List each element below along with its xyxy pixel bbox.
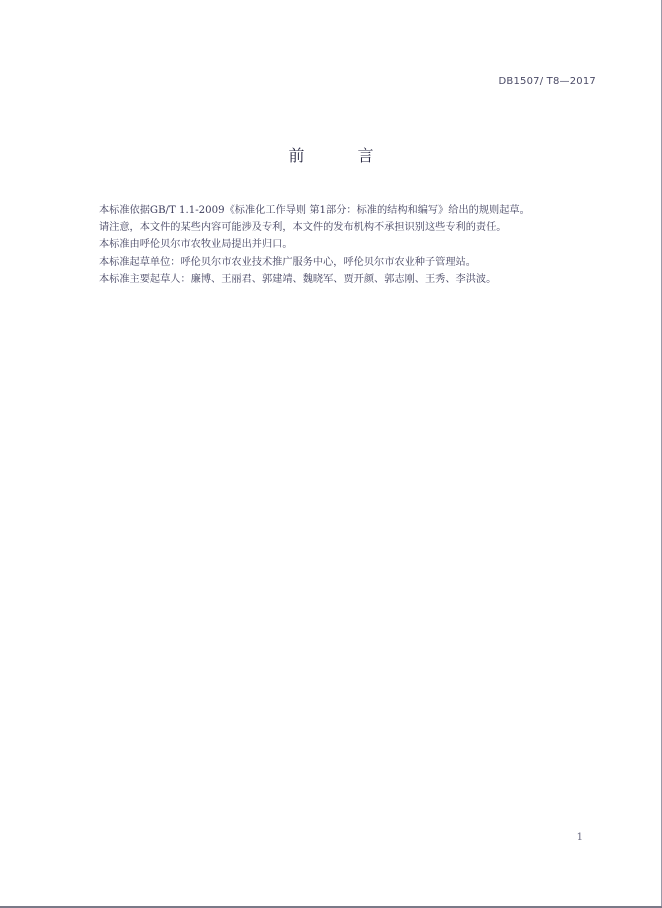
page-number: 1	[576, 832, 583, 843]
paragraph-patent-notice: 请注意，本文件的某些内容可能涉及专利，本文件的发布机构不承担识别这些专利的责任。	[99, 222, 507, 234]
paragraph-drafters: 本标准主要起草人：廉博、王丽君、郭建靖、魏晓军、贾开颜、郭志刚、王秀、李洪波。	[99, 273, 497, 285]
paragraph-drafting-rules: 本标准依据GB/T 1.1-2009《标准化工作导则 第1部分：标准的结构和编写》给出的规则起草。	[99, 205, 530, 216]
page-title: 前 言	[288, 146, 398, 165]
foreword-body	[99, 202, 599, 288]
paragraph-drafting-units: 本标准起草单位：呼伦贝尔市农业技术推广服务中心，呼伦贝尔市农业种子管理站。	[99, 256, 476, 268]
paragraph-proposer: 本标准由呼伦贝尔市农牧业局提出并归口。	[99, 239, 293, 251]
document-code: DB1507/ T8—2017	[498, 76, 596, 87]
